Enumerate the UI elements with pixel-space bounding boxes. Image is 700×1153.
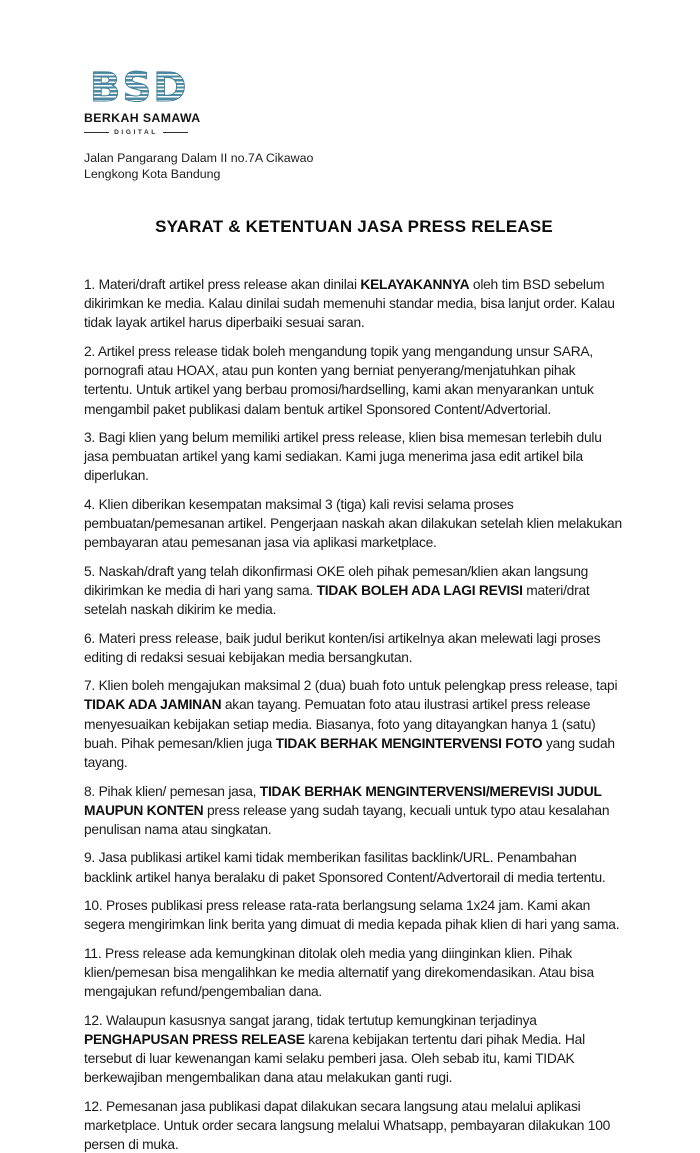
tagline-left-rule	[84, 132, 109, 133]
emphasized-text: KELAYAKANNYA	[360, 276, 470, 292]
body-text: yang sudah tayang.	[84, 735, 615, 771]
terms-paragraph	[84, 629, 624, 668]
body-text: 4. Klien diberikan kesempatan maksimal 3 (tiga) kali revisi selama proses pembuatan/pemesanan artikel. Pengerjaan naskah akan dilakukan setelah klien melakukan pembayaran atau pemesanan jasa via aplikasi marketplace.	[84, 496, 622, 551]
body-text: 9. Jasa publikasi artikel kami tidak memberikan fasilitas backlink/URL. Penambahan backlink artikel hanya beralaku di paket Sponsored Content/Advertorail di media tertentu.	[84, 850, 606, 885]
terms-paragraph	[84, 1097, 624, 1153]
logo-tagline-row	[84, 129, 188, 136]
company-address	[84, 151, 624, 183]
body-text: karena kebijakan tertentu dari pihak Media. Hal tersebut di luar kewenangan kami selaku pemberi jasa. Oleh sebab itu, kami TIDAK berkewajiban mengembalikan dana atau melakukan ganti rugi.	[84, 1031, 585, 1086]
terms-paragraph	[84, 848, 624, 887]
terms-paragraph	[84, 944, 624, 1002]
body-text: 7. Klien boleh mengajukan maksimal 2 (dua) buah foto untuk pelengkap press release, tapi	[84, 678, 618, 694]
emphasized-text: PENGHAPUSAN PRESS RELEASE	[84, 1031, 305, 1047]
body-text: 10. Proses publikasi press release rata-rata berlangsung selama 1x24 jam. Kami akan segera mengirimkan link berita yang dimuat di media kepada pihak klien di hari yang sama.	[84, 898, 620, 933]
terms-paragraph	[84, 428, 624, 486]
terms-paragraph	[84, 1011, 624, 1088]
body-text: 6. Materi press release, baik judul berikut konten/isi artikelnya akan melewati lagi proses editing di redaksi sesuai kebijakan media bersangkutan.	[84, 630, 601, 665]
body-text: materi/drat setelah naskah dikirim ke media.	[84, 582, 590, 618]
address-line-1: Jalan Pangarang Dalam II no.7A Cikawao	[84, 151, 314, 165]
emphasized-text: TIDAK ADA JAMINAN	[84, 697, 222, 713]
terms-paragraph	[84, 676, 624, 772]
body-text: press release yang sudah tayang, kecuali untuk typo atau kesalahan penulisan nama atau singkatan.	[84, 802, 610, 838]
body-text: 2. Artikel press release tidak boleh mengandung topik yang mengandung unsur SARA, pornografi atau HOAX, atau pun konten yang berniat penyerang/menjatuhkan pihak tertentu. Untuk artikel yang berbau promosi/hardselling, kami akan menyarankan untuk mengambil paket publikasi dalam bentuk artikel Sponsored Content/Advertorial.	[84, 343, 594, 417]
terms-paragraph	[84, 342, 624, 419]
body-text: akan tayang. Pemuatan foto atau ilustrasi artikel press release menyesuaikan kebijakan setiap media. Biasanya, foto yang ditayangkan hanya 1 (satu) buah. Pihak pemesan/klien juga	[84, 697, 596, 751]
address-line-2: Lengkong Kota Bandung	[84, 166, 221, 181]
emphasized-text: TIDAK BERHAK MENGINTERVENSI FOTO	[275, 735, 543, 751]
body-text: 8. Pihak klien/ pemesan jasa,	[84, 783, 260, 799]
terms-paragraph	[84, 495, 624, 553]
tagline-right-rule	[163, 132, 188, 133]
emphasized-text: TIDAK BOLEH ADA LAGI REVISI	[316, 582, 523, 598]
bsd-logo-monogram: BSD	[90, 68, 204, 108]
terms-paragraph	[84, 562, 624, 620]
body-text: 5. Naskah/draft yang telah dikonfirmasi OKE oleh pihak pemesan/klien akan langsung dikirimkan ke media di hari yang sama.	[84, 563, 589, 598]
logo-tagline: DIGITAL	[114, 129, 158, 136]
body-text: 11. Press release ada kemungkinan ditolak oleh media yang diinginkan klien. Pihak klien/pemesan bisa mengalihkan ke media alternatif yang direkomendasikan. Atau bisa mengajukan refund/pengembalian dana.	[84, 945, 594, 1000]
body-text: 3. Bagi klien yang belum memiliki artikel press release, klien bisa memesan terlebih dulu jasa pembuatan artikel yang kami sediakan. Kami juga menerima jasa edit artikel bila diperlukan.	[84, 429, 602, 484]
body-text: oleh tim BSD sebelum dikirimkan ke media. Kalau dinilai sudah memenuhi standar media, bisa lanjut order. Kalau tidak layak artikel harus diperbaiki sesuai saran.	[84, 276, 615, 331]
terms-paragraph	[84, 275, 624, 333]
body-text: 12. Pemesanan jasa publikasi dapat dilakukan secara langsung atau melalui aplikasi marketplace. Untuk order secara langsung melalui Whatsapp, pembayaran dilakukan 100 persen di muka.	[84, 1098, 611, 1153]
company-logo	[84, 65, 204, 136]
body-text: 12. Walaupun kasusnya sangat jarang, tidak tertutup kemungkinan terjadinya	[84, 1012, 537, 1028]
terms-paragraph	[84, 896, 624, 935]
terms-paragraphs	[84, 275, 624, 1153]
company-name: BERKAH SAMAWA	[84, 111, 201, 125]
emphasized-text: TIDAK BERHAK MENGINTERVENSI/MEREVISI JUDUL MAUPUN KONTEN	[84, 783, 602, 818]
body-text: 1. Materi/draft artikel press release akan dinilai	[84, 276, 361, 292]
document-title: SYARAT & KETENTUAN JASA PRESS RELEASE	[155, 216, 553, 236]
terms-paragraph	[84, 782, 624, 840]
